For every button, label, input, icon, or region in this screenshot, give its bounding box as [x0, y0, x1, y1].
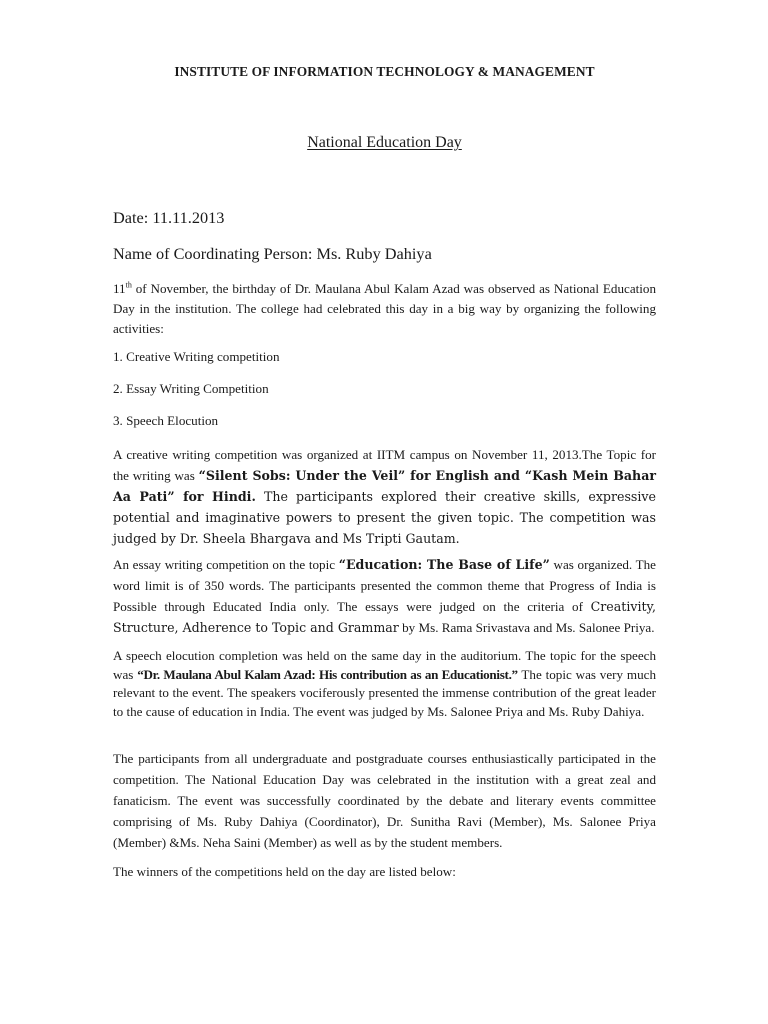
- activity-item: 2. Essay Writing Competition: [113, 381, 269, 396]
- creative-lead: A creative writing competition was organized at IITM campus on November 11, 2013.The Topic for the writing was: [113, 447, 656, 483]
- speech-topic: “Dr. Maulana Abul Kalam Azad: His contribution as an Educationist.”: [137, 666, 518, 682]
- essay-mid: was organized. The word limit is of 350 words. The participants presented the common theme that Progress of India is Possible through Educated India only. The essays were judged on the criteria of: [113, 557, 656, 614]
- event-date: Date: 11.11.2013: [113, 208, 225, 227]
- intro-day-number: 11: [113, 281, 126, 296]
- essay-rest: by Ms. Rama Srivastava and Ms. Salonee Priya.: [398, 620, 655, 635]
- intro-day-suffix: th: [125, 280, 132, 290]
- essay-topic: “Education: The Base of Life”: [338, 557, 550, 572]
- creative-topic: “Silent Sobs: Under the Veil” for English and “Kash Mein Bahar Aa Pati” for Hindi.: [113, 468, 656, 504]
- institute-name: INSTITUTE OF INFORMATION TECHNOLOGY & MANAGEMENT: [174, 64, 595, 79]
- creative-rest: The participants explored their creative skills, expressive potential and imaginative powers to present the given topic. The competition was judged by Dr. Sheela Bhargava and Ms Tripti Gautam.: [113, 489, 656, 546]
- event-title: National Education Day: [307, 134, 462, 151]
- activity-item: 1. Creative Writing competition: [113, 349, 280, 364]
- participants-paragraph: The participants from all undergraduate and postgraduate courses enthusiastically participated in the competition. The National Education Day was celebrated in the institution with a great zeal and fanaticism. The event was successfully coordinated by the debate and literary events committee comprising of Ms. Ruby Dahiya (Coordinator), Dr. Sunitha Ravi (Member), Ms. Salonee Priya (Member) &Ms. Neha Saini (Member) as well as by the student members.: [113, 751, 656, 850]
- speech-rest: The topic was very much relevant to the event. The speakers vociferously presented the immense contribution of the great leader to the cause of education in India. The event was judged by Ms. Salonee Priya and Ms. Ruby Dahiya.: [113, 666, 656, 719]
- speech-paragraph: [113, 647, 656, 721]
- essay-criteria: Creativity, Structure, Adherence to Topic and Grammar: [113, 599, 656, 635]
- intro-text: of November, the birthday of Dr. Maulana Abul Kalam Azad was observed as National Education Day in the institution. The college had celebrated this day in a big way by organizing the following activities:: [113, 281, 656, 336]
- activity-item: 3. Speech Elocution: [113, 413, 219, 428]
- speech-lead: A speech elocution completion was held on the same day in the auditorium. The topic for the speech was: [113, 648, 656, 682]
- creative-writing-paragraph: [113, 444, 656, 549]
- winners-intro: The winners of the competitions held on the day are listed below:: [113, 864, 456, 879]
- coordinating-person: Name of Coordinating Person: Ms. Ruby Dahiya: [113, 244, 432, 263]
- essay-paragraph: [113, 554, 656, 638]
- intro-paragraph: [113, 279, 656, 339]
- essay-lead: An essay writing competition on the topic: [113, 557, 339, 572]
